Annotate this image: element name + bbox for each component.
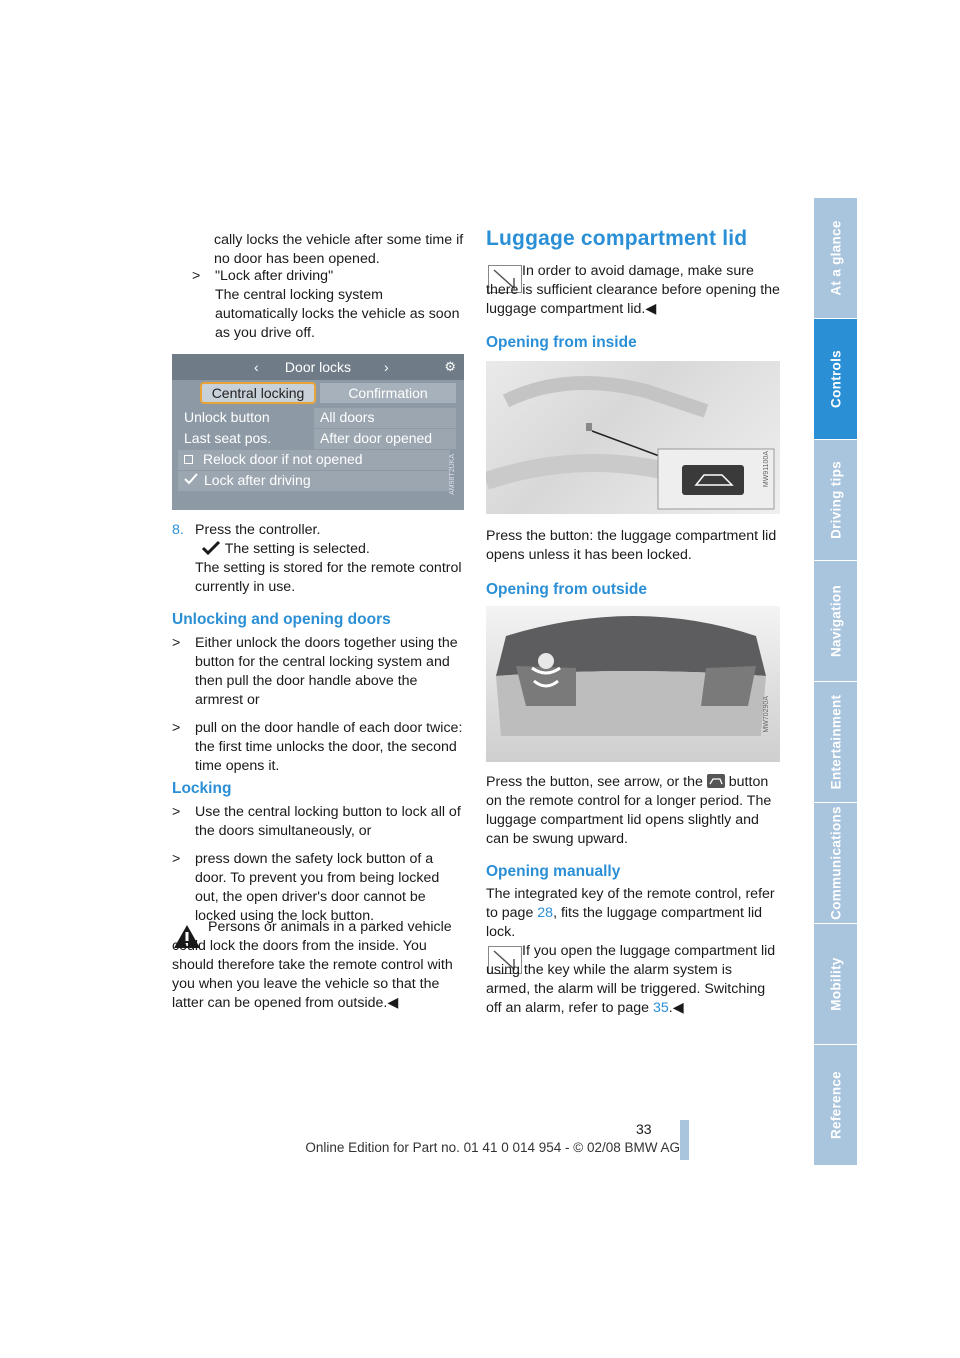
- unlock-list: [172, 634, 464, 785]
- last-seat-pos-label: Last seat pos.: [184, 430, 272, 446]
- idrive-title: Door locks: [284, 359, 352, 375]
- trunk-illustration: [486, 606, 780, 762]
- manual-text: The integrated key of the remote control, refer to page 28, fits the luggage compartment lid lock.: [486, 886, 775, 940]
- footer-edition-text: Online Edition for Part no. 01 41 0 014 954 - © 02/08 BMW AG: [305, 1140, 680, 1155]
- unlock-button-label: Unlock button: [184, 409, 270, 425]
- tab-entertainment[interactable]: Entertainment: [814, 682, 857, 803]
- tab-confirmation: Confirmation: [320, 383, 456, 403]
- photo1-code: MW91100A: [763, 451, 770, 488]
- trunk-exterior-photo: [486, 606, 780, 762]
- step-8: [172, 521, 464, 597]
- tab-navigation[interactable]: Navigation: [814, 561, 857, 682]
- tab-reference[interactable]: Reference: [814, 1045, 857, 1166]
- locking-heading: Locking: [172, 780, 232, 797]
- unlock-bullet-2: > pull on the door handle of each door twice: the first time unlocks the door, the second time opens it.: [172, 720, 463, 774]
- last-seat-pos-value: After door opened: [314, 429, 456, 449]
- opening-inside-heading: Opening from inside: [486, 334, 637, 351]
- idrive-image-code: AM98T2UKA: [449, 454, 456, 495]
- unlocking-heading: Unlocking and opening doors: [172, 611, 391, 628]
- lock-after-title: "Lock after driving": [215, 268, 334, 284]
- step-number: 8.: [172, 522, 184, 538]
- tab-at-a-glance[interactable]: At a glance: [814, 198, 857, 319]
- opening-manually-heading: Opening manually: [486, 863, 621, 880]
- unlock-button-value: All doors: [314, 408, 456, 428]
- unlock-bullet-1: > Either unlock the doors together using the button for the central locking system and then pull the door handle above the armrest or: [172, 635, 458, 708]
- note2-text: If you open the luggage compartment lid using the key while the alarm system is armed, the alarm will be triggered. Switching off an alarm, refer to page 35.◀: [486, 943, 776, 1016]
- idrive-row-lock-after: [178, 471, 450, 489]
- step-selected: The setting is selected.: [224, 541, 370, 557]
- lock-after-label: Lock after driving: [204, 472, 311, 488]
- continued-text-line2: no door has been opened.: [214, 251, 380, 267]
- checkmark-icon: [184, 473, 198, 485]
- idrive-topbar: [172, 354, 464, 380]
- relock-label: Relock door if not opened: [203, 451, 363, 467]
- arrow-right-icon: ›: [384, 359, 389, 375]
- footer-accent-bar: [680, 1120, 689, 1160]
- end-mark: ◀: [387, 995, 399, 1011]
- page-number: 33: [636, 1121, 652, 1137]
- checkbox-empty-icon: [184, 455, 193, 464]
- arrow-left-icon: ‹: [254, 359, 259, 375]
- settings-icon: ⚙: [444, 359, 456, 374]
- interior-button-photo: [486, 361, 780, 514]
- idrive-door-locks-screen: [172, 354, 464, 510]
- tab-communications[interactable]: Communications: [814, 803, 857, 924]
- lock-bullet-2: > press down the safety lock button of a door. To prevent you from being locked out, the open driver's door cannot be locked using the lock button.: [172, 851, 440, 924]
- note1-text: In order to avoid damage, make sure there is sufficient clearance before opening the luggage compartment lid.◀: [486, 263, 780, 317]
- continued-text-line1: cally locks the vehicle after some time if: [214, 232, 464, 248]
- chapter-tabs: [814, 198, 857, 1166]
- outside-text: Press the button, see arrow, or the button on the remote control for a longer period. The luggage compartment lid opens slightly and can be swung upward.: [486, 774, 772, 847]
- photo2-code: MW70290A: [763, 696, 770, 733]
- checkmark-icon: [201, 541, 221, 555]
- warning-text: Persons or animals in a parked vehicle could lock the doors from the inside. You should therefore take the remote control with you when you leave the vehicle so that the latter can be opened from outside.◀: [172, 919, 453, 1011]
- opening-outside-heading: Opening from outside: [486, 581, 648, 598]
- idrive-row-seat: [178, 429, 458, 447]
- luggage-heading: Luggage compartment lid: [486, 227, 748, 250]
- step-stored: The setting is stored for the remote control currently in use.: [195, 560, 462, 595]
- interior-illustration: [486, 361, 780, 514]
- page-link-35[interactable]: 35: [652, 1000, 669, 1016]
- tab-central-locking: Central locking: [200, 382, 316, 404]
- locking-list: [172, 803, 464, 935]
- tab-controls[interactable]: Controls: [814, 319, 857, 440]
- idrive-row-unlock: [178, 408, 458, 426]
- page-link-28[interactable]: 28: [537, 905, 554, 921]
- tab-driving-tips[interactable]: Driving tips: [814, 440, 857, 561]
- inside-text: Press the button: the luggage compartment lid opens unless it has been locked.: [486, 528, 777, 563]
- idrive-row-relock: [178, 450, 450, 468]
- trunk-key-icon: [707, 774, 725, 788]
- lock-bullet-1: > Use the central locking button to lock all of the doors simultaneously, or: [172, 804, 461, 839]
- bullet-mark: >: [192, 268, 201, 284]
- tab-mobility[interactable]: Mobility: [814, 924, 857, 1045]
- lock-after-text: The central locking system automatically locks the vehicle as soon as you drive off.: [215, 287, 460, 341]
- bullet-lock-after-driving: [192, 267, 464, 343]
- step-text: Press the controller.: [195, 522, 321, 538]
